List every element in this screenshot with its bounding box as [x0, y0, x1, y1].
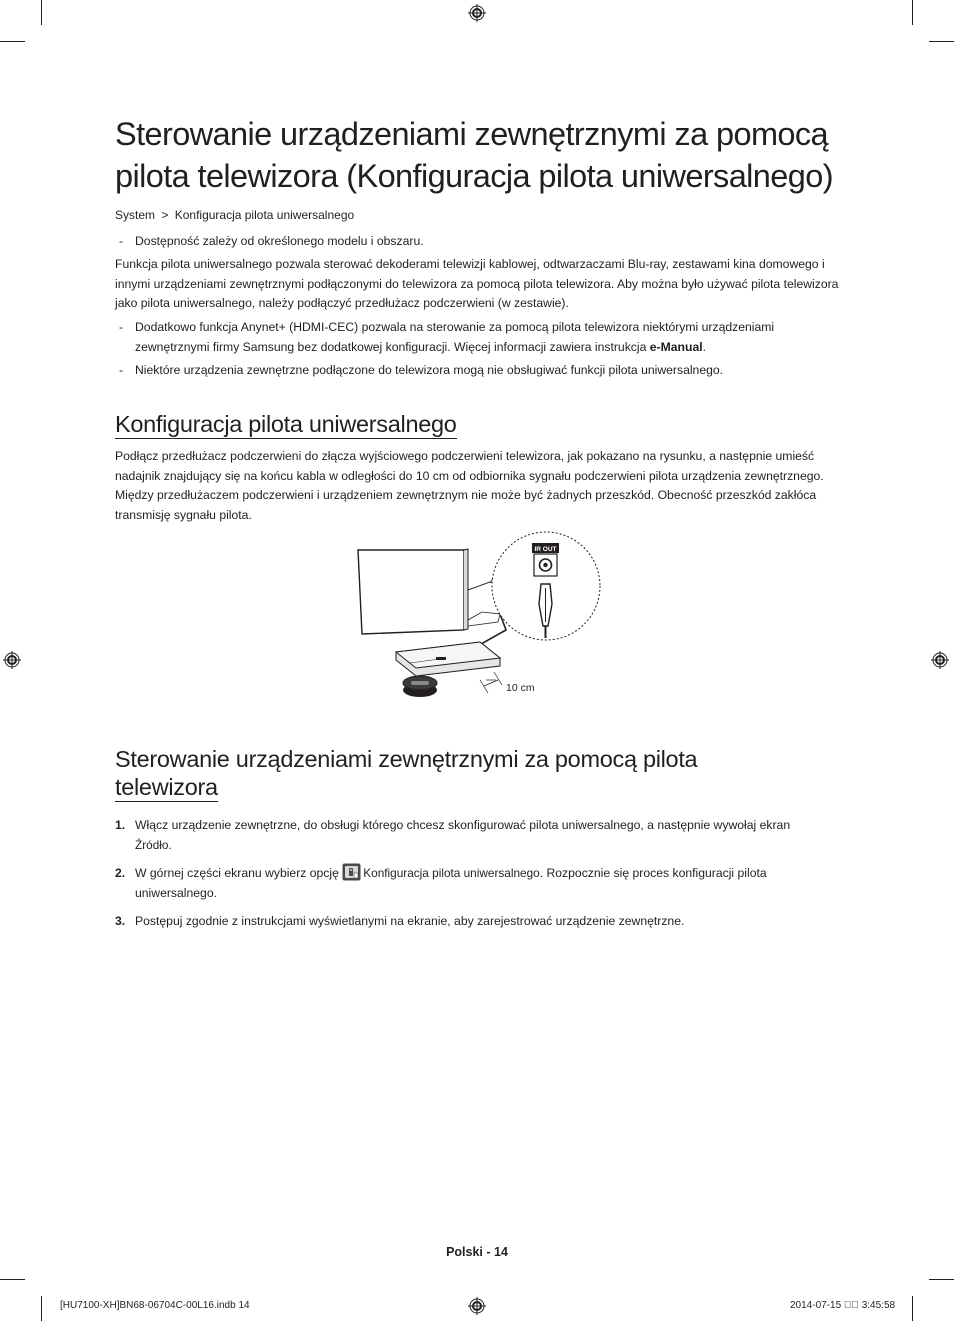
- note-availability: - Dostępność zależy od określonego modelu i obszaru.: [115, 231, 845, 251]
- ir-blaster-icon: [403, 676, 437, 697]
- print-slug-file: [HU7100-XH]BN68-06704C-00L16.indb 14: [60, 1300, 250, 1311]
- page-title: Sterowanie urządzeniami zewnętrznymi za pomocą pilota telewizora (Konfiguracja pilota uniwersalnego): [115, 116, 833, 194]
- ir-out-port-closeup: [492, 532, 600, 640]
- crop-mark: [41, 1296, 42, 1321]
- step-1: 1. Włącz urządzenie zewnętrzne, do obsługi którego chcesz skonfigurować pilota uniwersalnego, a następnie wywołaj ekran Źródło.: [115, 818, 791, 852]
- note-anynet: - Dodatkowo funkcja Anynet+ (HDMI-CEC) pozwala na sterowanie za pomocą pilota telewizora niektórymi urządzeniami zewnętrznymi firmy Samsung bez dodatkowej konfiguracji. Więcej informacji zawiera instrukcja e-Manual.: [119, 320, 775, 354]
- tv-icon: [358, 549, 468, 634]
- page-number: Polski - 14: [446, 1245, 508, 1259]
- crop-mark: [929, 1279, 954, 1280]
- universal-remote-setup-icon: [342, 863, 361, 881]
- print-slug-timestamp: 2014-07-15 ￿￿ 3:45:58: [790, 1300, 896, 1311]
- registration-mark-icon: [468, 4, 486, 22]
- external-device-icon: [396, 642, 500, 676]
- crop-mark: [929, 41, 954, 42]
- e-manual-link[interactable]: e-Manual: [649, 340, 703, 354]
- distance-marker: [480, 672, 535, 694]
- crop-mark: [41, 0, 42, 25]
- note-anynet-end: .: [702, 340, 706, 354]
- section-config-paragraph: Podłącz przedłużacz podczerwieni do złącza wyjściowego podczerwieni telewizora, jak pokazano na rysunku, a następnie umieść nadajnik znajdujący się na końcu kabla w odległości do 10 cm od odbiornika sygnału podczerwieni pilota urządzenia zewnętrznego. Między przedłużaczem podczerwieni i urządzeniem zewnętrznym nie może być żadnych przeszkód. Obecność przeszkód zakłóca transmisję sygnału pilota.: [115, 449, 824, 522]
- ir-out-label: IR OUT: [534, 546, 557, 553]
- crop-mark: [912, 0, 913, 25]
- note-unsupported: - Niektóre urządzenia zewnętrzne podłączone do telewizora mogą nie obsługiwać funkcji pilota uniwersalnego.: [115, 360, 845, 380]
- section-heading-control: Sterowanie urządzeniami zewnętrznymi za pomocą pilota telewizora: [115, 746, 698, 800]
- crop-mark: [0, 41, 25, 42]
- ir-extender-illustration: [350, 530, 610, 705]
- registration-mark-icon: [931, 651, 949, 669]
- crop-mark: [0, 1279, 25, 1280]
- source-menu-term: Źródło: [135, 838, 169, 852]
- registration-mark-icon: [3, 651, 21, 669]
- breadcrumb-root: System: [115, 208, 156, 222]
- step-2: 2. W górnej części ekranu wybierz opcję Konfiguracja pilota uniwersalnego. Rozpocznie się proces konfiguracji pilota uniwersalnego.: [115, 863, 835, 903]
- breadcrumb-separator: >: [161, 208, 169, 222]
- step-3: 3. Postępuj zgodnie z instrukcjami wyświetlanymi na ekranie, aby zarejestrować urządzenie zewnętrzne.: [115, 914, 685, 928]
- breadcrumb-item: Konfiguracja pilota uniwersalnego: [174, 208, 355, 222]
- universal-remote-setup-term: Konfiguracja pilota uniwersalnego: [363, 866, 540, 880]
- intro-paragraph: Funkcja pilota uniwersalnego pozwala sterować dekoderami telewizji kablowej, odtwarzaczami Blu-ray, zestawami kina domowego i innymi urządzeniami zewnętrznymi podłączonymi do telewizora za pomocą pilota telewizora. Aby można było używać pilota telewizora jako pilota uniwersalnego, należy podłączyć przedłużacz podczerwieni (w zestawie).: [115, 257, 839, 310]
- note-text: Dostępność zależy od określonego modelu i obszaru.: [135, 234, 424, 248]
- distance-label: 10 cm: [506, 682, 535, 694]
- section-heading-config: Konfiguracja pilota uniwersalnego: [115, 411, 457, 437]
- registration-mark-icon: [468, 1297, 486, 1315]
- note-anynet-text: Dodatkowo funkcja Anynet+ (HDMI-CEC) pozwala na sterowanie za pomocą pilota telewizora niektórymi urządzeniami zewnętrznymi firmy Samsung bez dodatkowej konfiguracji. Więcej informacji zawiera instrukcja: [135, 320, 775, 354]
- crop-mark: [912, 1296, 913, 1321]
- note-unsupported-text: Niektóre urządzenia zewnętrzne podłączone do telewizora mogą nie obsługiwać funkcji pilota uniwersalnego.: [135, 363, 724, 377]
- breadcrumb: [115, 208, 354, 222]
